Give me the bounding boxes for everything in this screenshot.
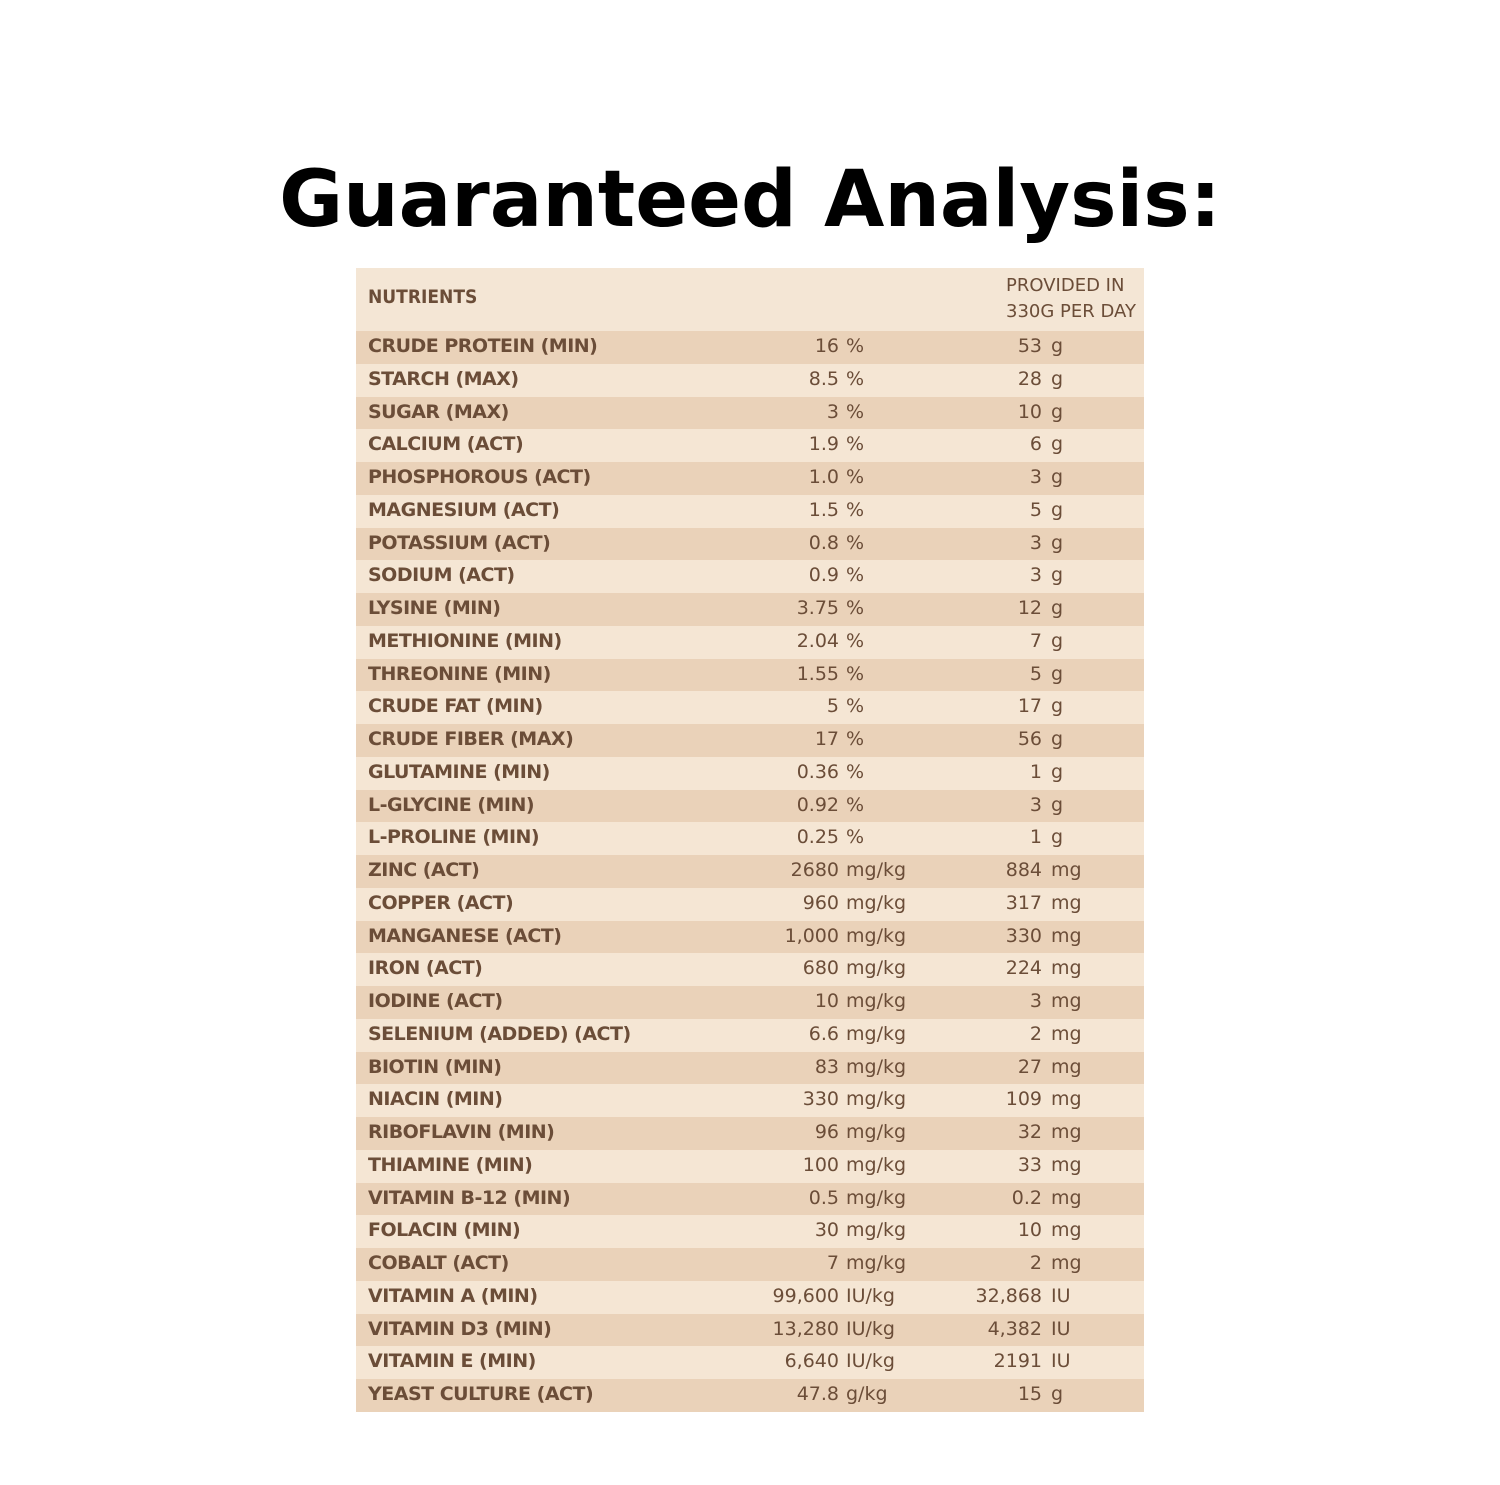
guaranteed-analysis-table	[356, 268, 1144, 1412]
nutrient-amount: 10	[814, 990, 839, 1012]
nutrient-name: THREONINE (MIN)	[368, 662, 551, 685]
nutrient-unit: mg/kg	[846, 1121, 907, 1143]
nutrient-unit: mg/kg	[846, 1153, 907, 1176]
provided-unit: g	[1051, 466, 1064, 488]
nutrient-amount: 0.92	[796, 793, 839, 816]
nutrient-amount: 5	[826, 695, 839, 718]
provided-unit: g	[1051, 826, 1064, 849]
nutrient-name: RIBOFLAVIN (MIN)	[368, 1121, 555, 1143]
nutrient-amount: 16	[814, 335, 839, 357]
table-row	[356, 724, 1144, 757]
nutrient-unit: %	[846, 564, 865, 587]
nutrient-name: SUGAR (MAX)	[368, 400, 509, 423]
table-row	[356, 953, 1144, 986]
provided-unit: g	[1051, 433, 1064, 456]
provided-unit: g	[1051, 597, 1064, 619]
provided-amount: 7	[1029, 629, 1042, 652]
table-row	[356, 1281, 1144, 1314]
table-row	[356, 757, 1144, 790]
provided-amount: 3	[1029, 531, 1042, 554]
provided-unit: mg	[1051, 1186, 1082, 1209]
table-row	[356, 888, 1144, 921]
provided-unit: g	[1051, 367, 1064, 390]
provided-amount: 6	[1029, 433, 1042, 456]
nutrient-name: VITAMIN E (MIN)	[368, 1350, 536, 1373]
nutrient-unit: %	[846, 760, 865, 783]
nutrient-unit: mg/kg	[846, 1055, 907, 1078]
nutrient-amount: 3	[826, 400, 839, 423]
table-row	[356, 1346, 1144, 1379]
table-row	[356, 1117, 1144, 1150]
nutrient-name: MAGNESIUM (ACT)	[368, 498, 560, 521]
nutrient-unit: %	[846, 826, 865, 849]
header-provided-line2: 330G PER DAY	[1006, 301, 1136, 322]
table-row	[356, 1019, 1144, 1052]
nutrient-amount: 6.6	[808, 1022, 839, 1045]
provided-unit: mg	[1051, 990, 1082, 1012]
provided-amount: 109	[1005, 1088, 1042, 1111]
nutrient-unit: mg/kg	[846, 1252, 907, 1274]
provided-amount: 32,868	[975, 1284, 1042, 1307]
nutrient-unit: %	[846, 531, 865, 554]
provided-unit: g	[1051, 531, 1064, 554]
provided-unit: g	[1051, 760, 1064, 783]
nutrient-unit: %	[846, 695, 865, 718]
nutrient-unit: %	[846, 662, 865, 685]
nutrient-amount: 3.75	[796, 597, 839, 619]
nutrient-name: GLUTAMINE (MIN)	[368, 760, 550, 783]
provided-unit: mg	[1051, 1055, 1082, 1078]
nutrient-unit: %	[846, 367, 865, 390]
nutrient-amount: 96	[814, 1121, 839, 1143]
provided-unit: g	[1051, 1383, 1064, 1405]
nutrient-name: METHIONINE (MIN)	[368, 629, 562, 652]
provided-amount: 317	[1005, 891, 1042, 914]
table-row	[356, 986, 1144, 1019]
table-row	[356, 593, 1144, 626]
table-row	[356, 1379, 1144, 1412]
nutrient-amount: 680	[802, 957, 839, 980]
provided-unit: g	[1051, 629, 1064, 652]
nutrient-unit: %	[846, 400, 865, 423]
nutrient-amount: 99,600	[772, 1284, 839, 1307]
nutrient-name: CRUDE PROTEIN (MIN)	[368, 335, 598, 357]
nutrient-name: MANGANESE (ACT)	[368, 924, 562, 947]
nutrient-amount: 1.5	[808, 498, 839, 521]
provided-unit: IU	[1051, 1284, 1071, 1307]
nutrient-amount: 100	[802, 1153, 839, 1176]
nutrient-name: SODIUM (ACT)	[368, 564, 515, 587]
nutrient-amount: 330	[802, 1088, 839, 1111]
nutrient-unit: %	[846, 335, 865, 357]
nutrient-name: VITAMIN A (MIN)	[368, 1284, 538, 1307]
provided-unit: mg	[1051, 924, 1082, 947]
provided-amount: 3	[1029, 793, 1042, 816]
provided-unit: g	[1051, 793, 1064, 816]
nutrient-name: LYSINE (MIN)	[368, 597, 501, 619]
provided-amount: 28	[1017, 367, 1042, 390]
nutrient-name: IODINE (ACT)	[368, 990, 503, 1012]
nutrient-unit: IU/kg	[846, 1284, 895, 1307]
table-row	[356, 1248, 1144, 1281]
nutrient-amount: 6,640	[784, 1350, 839, 1373]
provided-amount: 33	[1017, 1153, 1042, 1176]
nutrient-name: L-GLYCINE (MIN)	[368, 793, 535, 816]
provided-amount: 10	[1017, 1219, 1042, 1242]
nutrient-name: VITAMIN D3 (MIN)	[368, 1317, 552, 1340]
nutrient-name: L-PROLINE (MIN)	[368, 826, 540, 849]
nutrient-unit: IU/kg	[846, 1350, 895, 1373]
table-row	[356, 429, 1144, 462]
table-row	[356, 1084, 1144, 1117]
nutrient-unit: mg/kg	[846, 859, 907, 881]
nutrient-unit: %	[846, 433, 865, 456]
nutrient-name: BIOTIN (MIN)	[368, 1055, 502, 1078]
header-provided-line1: PROVIDED IN	[1006, 275, 1125, 296]
page-title: Guaranteed Analysis:	[279, 155, 1221, 245]
provided-amount: 10	[1017, 400, 1042, 423]
nutrient-unit: mg/kg	[846, 990, 907, 1012]
nutrient-amount: 960	[802, 891, 839, 914]
provided-unit: g	[1051, 662, 1064, 685]
provided-amount: 12	[1017, 597, 1042, 619]
nutrient-amount: 0.9	[808, 564, 839, 587]
nutrient-name: CRUDE FAT (MIN)	[368, 695, 543, 718]
provided-amount: 1	[1029, 826, 1042, 849]
nutrient-amount: 1.9	[808, 433, 839, 456]
table-row	[356, 397, 1144, 430]
nutrient-name: COBALT (ACT)	[368, 1252, 509, 1274]
nutrient-unit: g/kg	[846, 1383, 888, 1405]
table-row	[356, 1215, 1144, 1248]
provided-amount: 2	[1029, 1022, 1042, 1045]
provided-unit: mg	[1051, 1153, 1082, 1176]
nutrient-amount: 1,000	[784, 924, 839, 947]
provided-unit: mg	[1051, 1121, 1082, 1143]
nutrient-name: SELENIUM (ADDED) (ACT)	[368, 1022, 631, 1045]
table-row	[356, 462, 1144, 495]
provided-amount: 27	[1017, 1055, 1042, 1078]
table-row	[356, 822, 1144, 855]
nutrient-name: COPPER (ACT)	[368, 891, 514, 914]
provided-unit: g	[1051, 695, 1064, 718]
table-row	[356, 364, 1144, 397]
provided-unit: mg	[1051, 1022, 1082, 1045]
nutrient-amount: 0.25	[796, 826, 839, 849]
nutrient-amount: 8.5	[808, 367, 839, 390]
nutrient-unit: mg/kg	[846, 957, 907, 980]
table-row	[356, 790, 1144, 823]
provided-amount: 224	[1005, 957, 1042, 980]
header-nutrients: NUTRIENTS	[368, 286, 478, 308]
provided-amount: 3	[1029, 990, 1042, 1012]
nutrient-name: IRON (ACT)	[368, 957, 483, 980]
table-row	[356, 1314, 1144, 1347]
nutrient-name: YEAST CULTURE (ACT)	[368, 1383, 594, 1405]
nutrient-amount: 30	[814, 1219, 839, 1242]
nutrient-name: STARCH (MAX)	[368, 367, 519, 390]
header-provided	[1006, 273, 1136, 325]
provided-amount: 3	[1029, 466, 1042, 488]
provided-amount: 0.2	[1011, 1186, 1042, 1209]
provided-amount: 330	[1005, 924, 1042, 947]
provided-amount: 1	[1029, 760, 1042, 783]
table-header	[356, 268, 1144, 331]
table-row	[356, 495, 1144, 528]
nutrient-name: CRUDE FIBER (MAX)	[368, 728, 574, 750]
provided-unit: g	[1051, 564, 1064, 587]
provided-unit: mg	[1051, 891, 1082, 914]
nutrient-unit: %	[846, 597, 865, 619]
nutrient-name: ZINC (ACT)	[368, 859, 480, 881]
nutrient-name: NIACIN (MIN)	[368, 1088, 503, 1111]
nutrient-unit: %	[846, 498, 865, 521]
nutrient-amount: 83	[814, 1055, 839, 1078]
nutrient-unit: mg/kg	[846, 1186, 907, 1209]
nutrient-unit: mg/kg	[846, 891, 907, 914]
provided-unit: mg	[1051, 859, 1082, 881]
nutrient-unit: %	[846, 728, 865, 750]
nutrient-amount: 1.0	[808, 466, 839, 488]
nutrient-unit: mg/kg	[846, 1219, 907, 1242]
nutrient-name: CALCIUM (ACT)	[368, 433, 524, 456]
table-row	[356, 331, 1144, 364]
nutrient-amount: 0.36	[796, 760, 839, 783]
nutrient-name: VITAMIN B-12 (MIN)	[368, 1186, 571, 1209]
provided-amount: 4,382	[987, 1317, 1042, 1340]
nutrient-name: PHOSPHOROUS (ACT)	[368, 466, 591, 488]
table-row	[356, 1183, 1144, 1216]
nutrient-name: FOLACIN (MIN)	[368, 1219, 521, 1242]
nutrient-amount: 47.8	[796, 1383, 839, 1405]
table-row	[356, 691, 1144, 724]
nutrient-amount: 0.8	[808, 531, 839, 554]
nutrient-unit: IU/kg	[846, 1317, 895, 1340]
nutrient-amount: 13,280	[772, 1317, 839, 1340]
provided-unit: mg	[1051, 1088, 1082, 1111]
nutrient-amount: 1.55	[796, 662, 839, 685]
provided-amount: 56	[1017, 728, 1042, 750]
provided-unit: g	[1051, 728, 1064, 750]
provided-unit: IU	[1051, 1317, 1071, 1340]
provided-amount: 32	[1017, 1121, 1042, 1143]
provided-unit: IU	[1051, 1350, 1071, 1373]
provided-amount: 17	[1017, 695, 1042, 718]
provided-amount: 5	[1029, 662, 1042, 685]
nutrient-amount: 17	[814, 728, 839, 750]
nutrient-amount: 2.04	[796, 629, 839, 652]
provided-unit: g	[1051, 335, 1064, 357]
table-row	[356, 1150, 1144, 1183]
provided-amount: 5	[1029, 498, 1042, 521]
nutrient-name: POTASSIUM (ACT)	[368, 531, 551, 554]
provided-amount: 884	[1005, 859, 1042, 881]
provided-unit: g	[1051, 400, 1064, 423]
nutrient-name: THIAMINE (MIN)	[368, 1153, 533, 1176]
table-row	[356, 1052, 1144, 1085]
nutrient-unit: mg/kg	[846, 924, 907, 947]
provided-unit: mg	[1051, 1252, 1082, 1274]
table-row	[356, 855, 1144, 888]
provided-unit: mg	[1051, 1219, 1082, 1242]
nutrient-unit: mg/kg	[846, 1022, 907, 1045]
nutrient-unit: %	[846, 466, 865, 488]
nutrient-unit: mg/kg	[846, 1088, 907, 1111]
provided-amount: 53	[1017, 335, 1042, 357]
nutrient-amount: 7	[826, 1252, 839, 1274]
provided-amount: 2191	[993, 1350, 1042, 1373]
nutrient-unit: %	[846, 793, 865, 816]
table-row	[356, 560, 1144, 593]
provided-unit: g	[1051, 498, 1064, 521]
provided-amount: 3	[1029, 564, 1042, 587]
nutrient-amount: 0.5	[808, 1186, 839, 1209]
provided-unit: mg	[1051, 957, 1082, 980]
table-row	[356, 626, 1144, 659]
table-row	[356, 659, 1144, 692]
provided-amount: 2	[1029, 1252, 1042, 1274]
table-row	[356, 921, 1144, 954]
table-body	[356, 331, 1144, 1412]
nutrient-amount: 2680	[790, 859, 839, 881]
provided-amount: 15	[1017, 1383, 1042, 1405]
table-row	[356, 528, 1144, 561]
nutrient-unit: %	[846, 629, 865, 652]
